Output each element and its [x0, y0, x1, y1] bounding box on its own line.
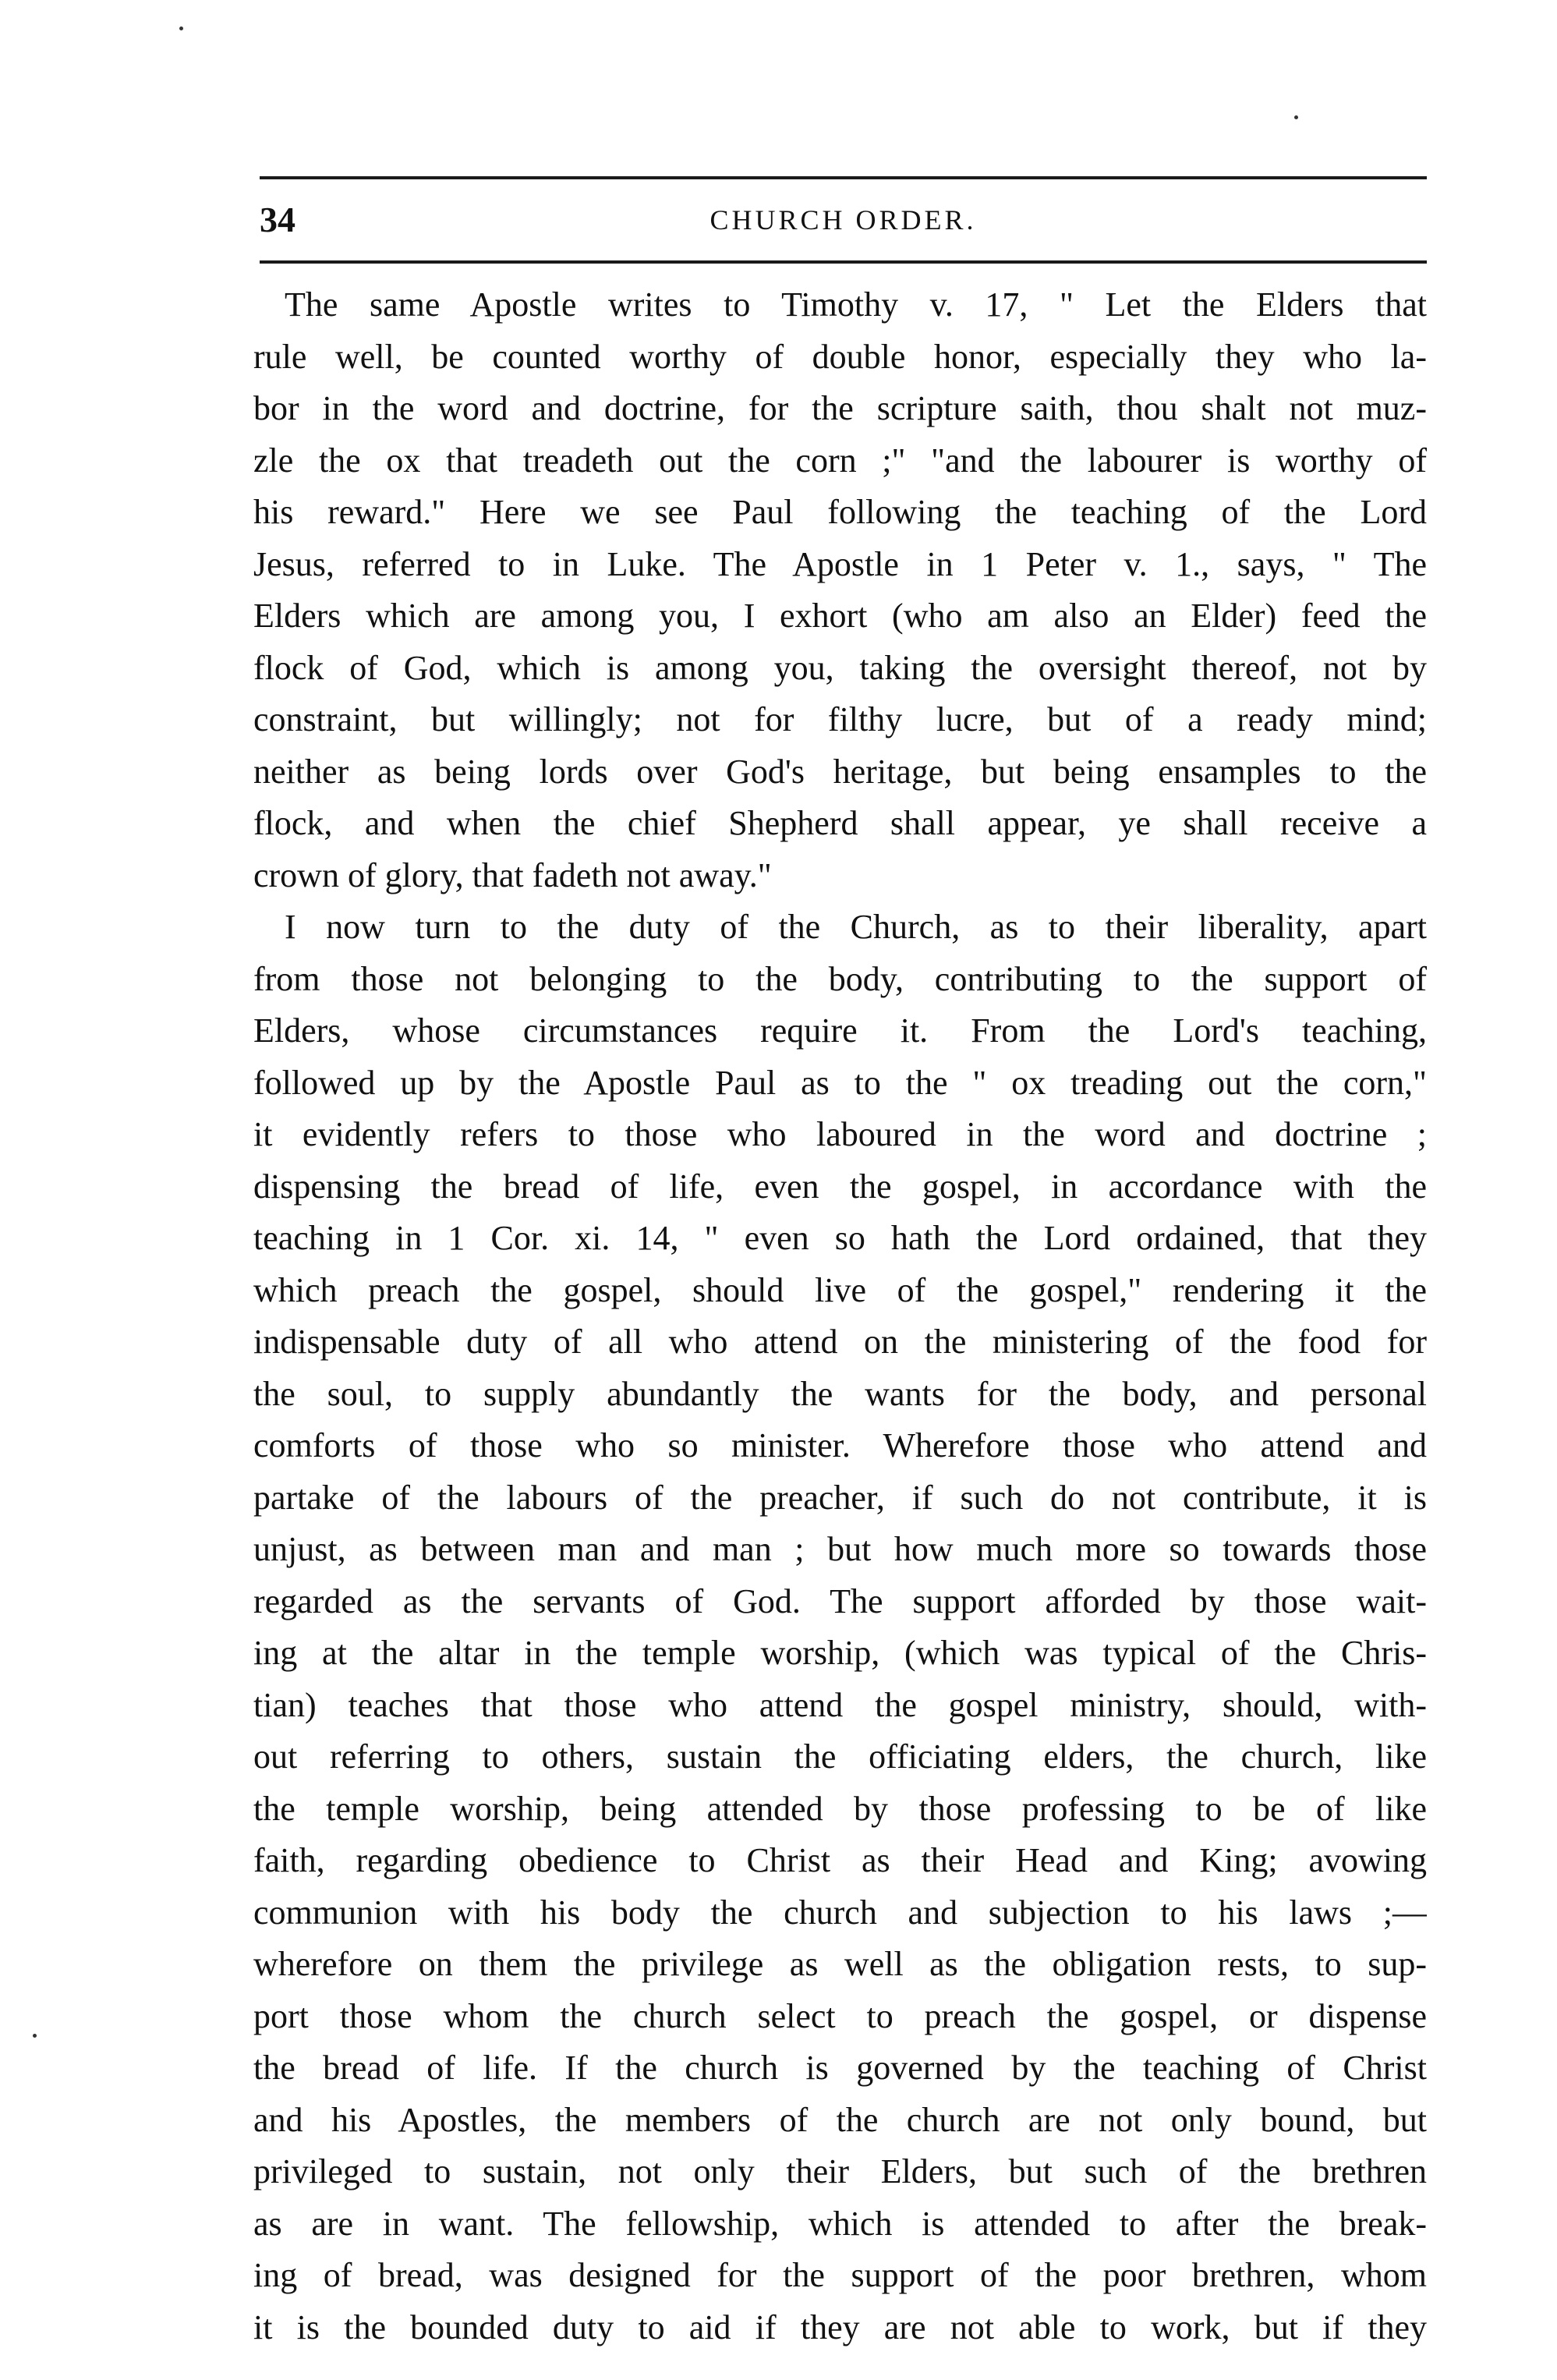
text-line: partake of the labours of the preacher, if such do not contribute, it is [253, 1478, 1427, 1517]
text-line: zle the ox that treadeth out the corn ;" "and the labourer is worthy of [253, 441, 1427, 480]
text-line: ing of bread, was designed for the support of the poor brethren, whom [253, 2256, 1427, 2294]
text-line: indispensable duty of all who attend on the ministering of the food for [253, 1323, 1427, 1361]
header-top-rule [260, 176, 1427, 179]
text-line: which preach the gospel, should live of the gospel," rendering it the [253, 1270, 1427, 1309]
text-line: it is the bounded duty to aid if they are not able to work, but if they [253, 2307, 1427, 2346]
text-line: the soul, to supply abundantly the wants for the body, and personal [253, 1374, 1427, 1413]
text-line: regarded as the servants of God. The support afforded by those wait- [253, 1581, 1427, 1620]
text-line: ing at the altar in the temple worship, (which was typical of the Chris- [253, 1634, 1427, 1672]
text-line: and his Apostles, the members of the church are not only bound, but [253, 2100, 1427, 2139]
text-line: flock of God, which is among you, taking the oversight thereof, not by [253, 648, 1427, 687]
text-line: faith, regarding obedience to Christ as their Head and King; avowing [253, 1841, 1427, 1879]
text-line: dispensing the bread of life, even the gospel, in accordance with the [253, 1167, 1427, 1206]
body-text [253, 279, 1427, 2353]
text-line: flock, and when the chief Shepherd shall appear, ye shall receive a [253, 804, 1427, 842]
page-number: 34 [260, 200, 295, 239]
text-line: the bread of life. If the church is governed by the teaching of Christ [253, 2049, 1427, 2087]
text-line: rule well, be counted worthy of double honor, especially they who la- [253, 337, 1427, 376]
text-line: constraint, but willingly; not for filthy lucre, but of a ready mind; [253, 700, 1427, 738]
print-speck [179, 27, 183, 30]
text-line: The same Apostle writes to Timothy v. 17, " Let the Elders that [285, 285, 1427, 324]
text-line: privileged to sustain, not only their Elders, but such of the brethren [253, 2152, 1427, 2191]
text-line: comforts of those who so minister. Wherefore those who attend and [253, 1426, 1427, 1464]
text-line: Elders which are among you, I exhort (who am also an Elder) feed the [253, 597, 1427, 635]
text-line: from those not belonging to the body, contributing to the support of [253, 959, 1427, 998]
text-line: as are in want. The fellowship, which is attended to after the break- [253, 2204, 1427, 2243]
header-bottom-rule [260, 260, 1427, 264]
text-line: port those whom the church select to preach the gospel, or dispense [253, 1996, 1427, 2035]
running-head-title: CHURCH ORDER. [709, 204, 977, 236]
text-line: unjust, as between man and man ; but how much more so towards those [253, 1530, 1427, 1568]
text-line: it evidently refers to those who laboured in the word and doctrine ; [253, 1115, 1427, 1153]
print-speck [1294, 115, 1298, 119]
text-line: out referring to others, sustain the officiating elders, the church, like [253, 1737, 1427, 1776]
text-line: I now turn to the duty of the Church, as to their liberality, apart [285, 908, 1427, 946]
text-line: neither as being lords over God's heritage, but being ensamples to the [253, 752, 1427, 791]
text-line: tian) teaches that those who attend the gospel ministry, should, with- [253, 1685, 1427, 1724]
text-line: the temple worship, being attended by those professing to be of like [253, 1789, 1427, 1828]
text-line: his reward." Here we see Paul following the teaching of the Lord [253, 493, 1427, 531]
text-line: teaching in 1 Cor. xi. 14, " even so hath the Lord ordained, that they [253, 1219, 1427, 1257]
text-line: crown of glory, that fadeth not away." [253, 855, 772, 894]
text-line: followed up by the Apostle Paul as to the " ox treading out the corn," [253, 1063, 1427, 1102]
text-line: communion with his body the church and subjection to his laws ;— [253, 1893, 1427, 1932]
text-line: wherefore on them the privilege as well as the obligation rests, to sup- [253, 1945, 1427, 1983]
print-speck [33, 2034, 37, 2038]
text-line: Jesus, referred to in Luke. The Apostle in 1 Peter v. 1., says, " The [253, 544, 1427, 583]
text-line: bor in the word and doctrine, for the scripture saith, thou shalt not muz- [253, 389, 1427, 427]
running-head [260, 195, 1427, 245]
text-line: Elders, whose circumstances require it. From the Lord's teaching, [253, 1011, 1427, 1050]
